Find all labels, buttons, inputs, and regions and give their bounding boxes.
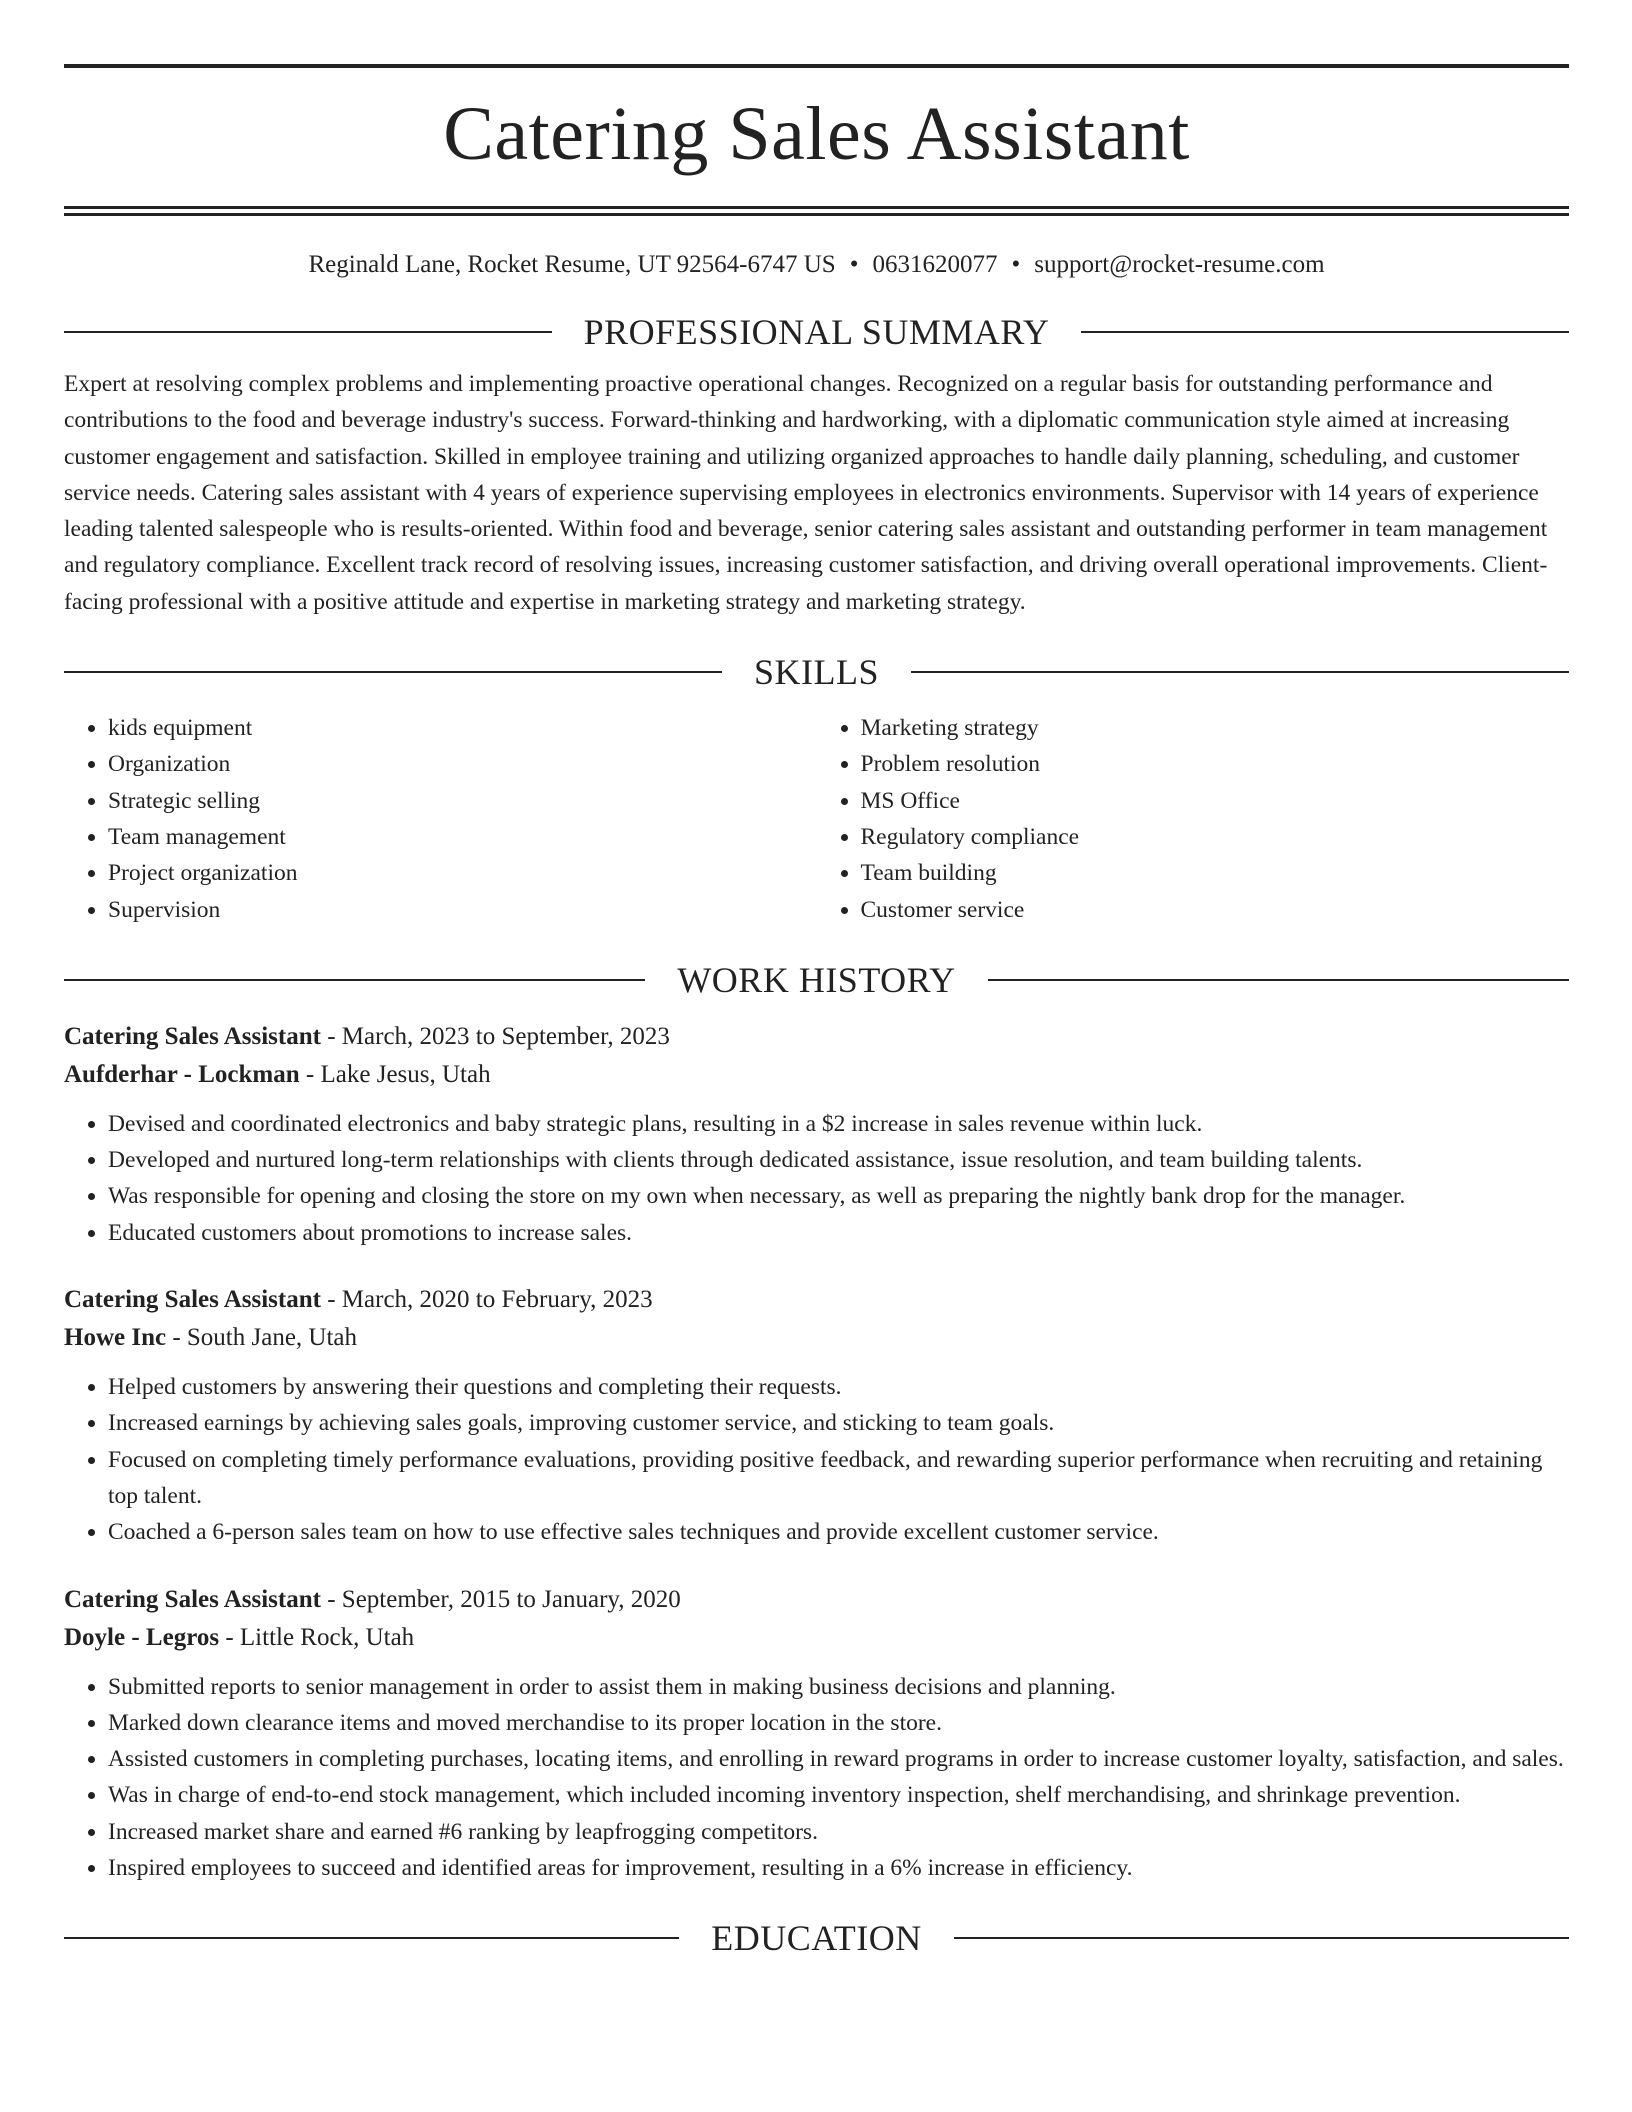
dash: - (327, 1022, 336, 1050)
job-bullet: • Helped customers by answering their questions and completing their requests. (108, 1369, 1569, 1405)
contact-separator: • (1011, 251, 1021, 278)
section-title-education: EDUCATION (711, 1918, 922, 1959)
skills-list (64, 710, 1569, 928)
summary-text: Expert at resolving complex problems and implementing proactive operational changes. Recognized on a regular basis for outstanding performance and contributions to the food and beverage industry's success. Forward-thinking and hardworking, with a diplomatic communication style aimed at increasing customer engagement and satisfaction. Skilled in employee training and utilizing organized approaches to handle daily planning, scheduling, and customer service needs. Catering sales assistant with 4 years of experience supervising employees in electronics environments. Supervisor with 14 years of experience leading talented salespeople who is results-oriented. Within food and beverage, senior catering sales assistant and outstanding performer in team management and regulatory compliance. Excellent track record of resolving issues, increasing customer satisfaction, and driving overall operational improvements. Client-facing professional with a positive attitude and expertise in marketing strategy and marketing strategy. (64, 371, 1548, 615)
section-rule-left (64, 331, 552, 333)
job-title: Catering Sales Assistant (64, 1286, 321, 1314)
section-rule-left (64, 671, 722, 673)
contact-email: support@rocket-resume.com (1034, 251, 1325, 278)
job-bullets (64, 1669, 1569, 1887)
skill-item: • Regulatory compliance (861, 819, 1570, 855)
skill-item: • Supervision (108, 892, 817, 928)
dash: - (327, 1286, 336, 1314)
job-company: Doyle - Legros (64, 1623, 220, 1651)
job-company-line (64, 1619, 1569, 1657)
skills-column-left (64, 710, 817, 928)
job-entry (64, 1018, 1569, 1251)
job-bullet: • Increased earnings by achieving sales goals, improving customer service, and sticking to team goals. (108, 1405, 1569, 1441)
section-header-summary (64, 312, 1569, 352)
job-dates: March, 2023 to September, 2023 (341, 1022, 670, 1050)
skill-item: • Strategic selling (108, 783, 817, 819)
job-bullet: • Was responsible for opening and closing the store on my own when necessary, as well as preparing the nightly bank drop for the manager. (108, 1178, 1569, 1214)
skill-item: • Project organization (108, 855, 817, 891)
section-rule-left (64, 1937, 679, 1939)
job-bullets (64, 1106, 1569, 1251)
section-rule-right (954, 1937, 1569, 1939)
resume-title: Catering Sales Assistant (443, 92, 1190, 176)
job-company: Howe Inc (64, 1324, 167, 1352)
job-entry (64, 1281, 1569, 1550)
job-title: Catering Sales Assistant (64, 1022, 321, 1050)
skill-item: • kids equipment (108, 710, 817, 746)
contact-address: Reginald Lane, Rocket Resume, UT 92564-6747 US (308, 251, 836, 278)
job-dates: March, 2020 to February, 2023 (341, 1286, 653, 1314)
dash: - (172, 1324, 181, 1352)
contact-phone: 0631620077 (872, 251, 998, 278)
job-bullets (64, 1369, 1569, 1550)
section-rule-right (911, 671, 1569, 673)
section-rule-left (64, 979, 645, 981)
job-title-line (64, 1281, 1569, 1319)
job-bullet: • Devised and coordinated electronics and baby strategic plans, resulting in a $2 increase in sales revenue within luck. (108, 1106, 1569, 1142)
job-bullet: • Developed and nurtured long-term relationships with clients through dedicated assistance, issue resolution, and team building talents. (108, 1142, 1569, 1178)
job-location: Little Rock, Utah (239, 1623, 415, 1651)
contact-separator: • (849, 251, 859, 278)
job-title-line (64, 1018, 1569, 1056)
job-bullet: • Increased market share and earned #6 ranking by leapfrogging competitors. (108, 1814, 1569, 1850)
job-title: Catering Sales Assistant (64, 1585, 321, 1613)
dash: - (327, 1585, 336, 1613)
work-history-list (64, 1018, 1569, 1886)
section-header-skills (64, 652, 1569, 692)
job-dates: September, 2015 to January, 2020 (341, 1585, 681, 1613)
job-company-line (64, 1056, 1569, 1094)
skill-item: • Problem resolution (861, 746, 1570, 782)
section-title-work: WORK HISTORY (677, 959, 956, 1000)
job-bullet: • Marked down clearance items and moved merchandise to its proper location in the store. (108, 1705, 1569, 1741)
resume-page (64, 64, 1569, 1958)
job-bullet: • Focused on completing timely performance evaluations, providing positive feedback, and rewarding superior performance when recruiting and retaining top talent. (108, 1442, 1569, 1515)
header-top-rule (64, 64, 1569, 68)
job-title-line (64, 1581, 1569, 1619)
job-bullet: • Inspired employees to succeed and identified areas for improvement, resulting in a 6% increase in efficiency. (108, 1850, 1569, 1886)
skills-column-right (817, 710, 1570, 928)
job-bullet: • Was in charge of end-to-end stock management, which included incoming inventory inspection, shelf merchandising, and shrinkage prevention. (108, 1777, 1569, 1813)
contact-line (64, 250, 1569, 280)
skill-item: • Team building (861, 855, 1570, 891)
dash: - (305, 1060, 315, 1088)
section-title-summary: PROFESSIONAL SUMMARY (583, 312, 1050, 352)
skill-item: • Customer service (861, 892, 1570, 928)
job-company-line (64, 1319, 1569, 1357)
skill-item: • MS Office (861, 783, 1570, 819)
skill-item: • Marketing strategy (861, 710, 1570, 746)
job-bullet: • Educated customers about promotions to increase sales. (108, 1215, 1569, 1251)
section-header-education (64, 1918, 1569, 1958)
skill-item: • Organization (108, 746, 817, 782)
job-location: Lake Jesus, Utah (320, 1060, 491, 1088)
header-double-rule (64, 206, 1569, 216)
job-bullet: • Assisted customers in completing purchases, locating items, and enrolling in reward programs in order to increase customer loyalty, satisfaction, and sales. (108, 1741, 1569, 1777)
section-rule-right (988, 979, 1569, 981)
section-title-skills: SKILLS (754, 652, 880, 693)
job-company: Aufderhar - Lockman (64, 1060, 300, 1088)
job-entry (64, 1581, 1569, 1887)
skill-item: • Team management (108, 819, 817, 855)
job-bullet: • Submitted reports to senior management in order to assist them in making business decisions and planning. (108, 1669, 1569, 1705)
job-bullet: • Coached a 6-person sales team on how to use effective sales techniques and provide excellent customer service. (108, 1514, 1569, 1550)
dash: - (225, 1623, 234, 1651)
job-location: South Jane, Utah (186, 1324, 358, 1352)
section-rule-right (1081, 331, 1569, 333)
section-header-work (64, 960, 1569, 1000)
